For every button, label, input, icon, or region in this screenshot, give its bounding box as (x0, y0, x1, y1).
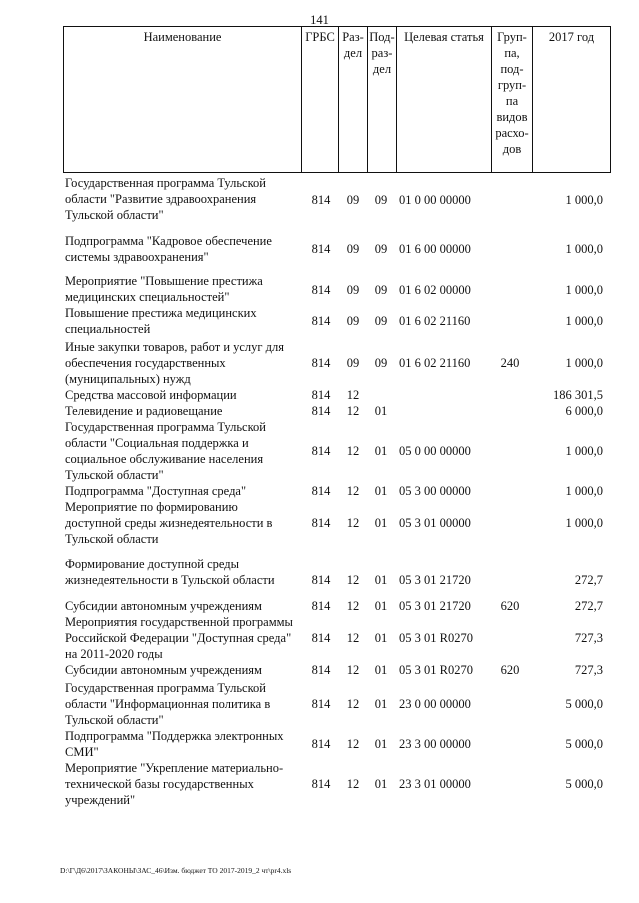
amount-cell: 1 000,0 (565, 314, 603, 328)
grbs-cell: 814 (311, 193, 331, 207)
amount-cell: 1 000,0 (565, 193, 603, 207)
tselevaya-statya-cell: 01 6 02 00000 (399, 283, 471, 297)
razdel-cell: 12 (346, 388, 360, 402)
grbs-cell: 814 (311, 697, 331, 711)
tselevaya-statya-cell: 23 3 00 00000 (399, 737, 471, 751)
podrazdel-cell: 09 (374, 242, 388, 256)
amount-cell: 5 000,0 (565, 777, 603, 791)
podrazdel-cell: 01 (374, 516, 388, 530)
amount-cell: 5 000,0 (565, 737, 603, 751)
amount-cell: 1 000,0 (565, 242, 603, 256)
tselevaya-statya-cell: 01 6 02 21160 (399, 314, 471, 328)
razdel-cell: 12 (346, 573, 360, 587)
podrazdel-cell: 01 (374, 697, 388, 711)
header-name: Наименование (143, 30, 222, 44)
gruppa-cell: 240 (500, 356, 520, 370)
header-podrazdel: Под- раз- дел (367, 27, 396, 172)
grbs-cell: 814 (311, 663, 331, 677)
grbs-cell: 814 (311, 356, 331, 370)
razdel-cell: 12 (346, 599, 360, 613)
row-name-cell: Телевидение и радиовещание (65, 404, 223, 418)
row-name-cell: Мероприятие по формированию доступной среды жизнедеятельности в Тульской области (65, 500, 273, 546)
razdel-cell: 12 (346, 663, 360, 677)
podrazdel-cell: 01 (374, 573, 388, 587)
tselevaya-statya-cell: 05 3 01 R0270 (399, 631, 473, 645)
row-name-cell: Подпрограмма "Доступная среда" (65, 484, 247, 498)
podrazdel-cell: 01 (374, 599, 388, 613)
amount-cell: 272,7 (574, 573, 603, 587)
header-razdel: Раз- дел (338, 27, 367, 172)
header-gruppa: Груп- па, под- груп- па видов расхо- дов (491, 27, 532, 172)
row-name-cell: Повышение престижа медицинских специальностей (65, 306, 257, 336)
row-name-cell: Мероприятие "Повышение престижа медицинских специальностей" (65, 274, 263, 304)
podrazdel-cell: 09 (374, 283, 388, 297)
razdel-cell: 09 (346, 242, 360, 256)
amount-cell: 1 000,0 (565, 283, 603, 297)
razdel-cell: 09 (346, 283, 360, 297)
grbs-cell: 814 (311, 573, 331, 587)
podrazdel-cell: 01 (374, 777, 388, 791)
podrazdel-cell: 01 (374, 737, 388, 751)
amount-cell: 1 000,0 (565, 484, 603, 498)
razdel-cell: 09 (346, 314, 360, 328)
razdel-cell: 12 (346, 737, 360, 751)
razdel-cell: 12 (346, 444, 360, 458)
row-name-cell: Мероприятие "Укрепление материально-технической базы государственных учреждений" (65, 761, 284, 807)
header-year: 2017 год (532, 27, 610, 172)
gruppa-cell: 620 (500, 599, 520, 613)
tselevaya-statya-cell: 05 0 00 00000 (399, 444, 471, 458)
grbs-cell: 814 (311, 777, 331, 791)
grbs-cell: 814 (311, 283, 331, 297)
file-path-footer: D:\Г\Д6\2017\ЗАКОНЫ\ЗАС_46\Изм. бюджет ТО 2017-2019_2 чт\pr4.xls (60, 866, 292, 875)
podrazdel-cell: 09 (374, 356, 388, 370)
amount-cell: 6 000,0 (565, 404, 603, 418)
razdel-cell: 12 (346, 631, 360, 645)
table-header (63, 26, 611, 173)
amount-cell: 1 000,0 (565, 356, 603, 370)
grbs-cell: 814 (311, 314, 331, 328)
header-tselevaya-statya: Целевая статья (396, 27, 491, 172)
podrazdel-cell: 01 (374, 484, 388, 498)
row-name-cell: Иные закупки товаров, работ и услуг для обеспечения государственных (муниципальных) нужд (65, 340, 285, 386)
podrazdel-cell: 01 (374, 444, 388, 458)
grbs-cell: 814 (311, 631, 331, 645)
row-name-cell: Субсидии автономным учреждениям (65, 599, 262, 613)
header-grbs: ГРБС (301, 27, 338, 172)
grbs-cell: 814 (311, 444, 331, 458)
tselevaya-statya-cell: 01 6 00 00000 (399, 242, 471, 256)
razdel-cell: 12 (346, 777, 360, 791)
grbs-cell: 814 (311, 599, 331, 613)
amount-cell: 1 000,0 (565, 444, 603, 458)
tselevaya-statya-cell: 23 0 00 00000 (399, 697, 471, 711)
tselevaya-statya-cell: 05 3 01 21720 (399, 573, 471, 587)
tselevaya-statya-cell: 01 6 02 21160 (399, 356, 471, 370)
podrazdel-cell: 01 (374, 631, 388, 645)
razdel-cell: 12 (346, 484, 360, 498)
row-name-cell: Подпрограмма "Поддержка электронных СМИ" (65, 729, 284, 759)
amount-cell: 727,3 (574, 631, 603, 645)
gruppa-cell: 620 (500, 663, 520, 677)
row-name-cell: Субсидии автономным учреждениям (65, 663, 262, 677)
amount-cell: 5 000,0 (565, 697, 603, 711)
grbs-cell: 814 (311, 388, 331, 402)
grbs-cell: 814 (311, 404, 331, 418)
podrazdel-cell: 01 (374, 663, 388, 677)
tselevaya-statya-cell: 05 3 01 00000 (399, 516, 471, 530)
row-name-cell: Государственная программа Тульской области "Информационная политика в Тульской области" (65, 681, 271, 727)
tselevaya-statya-cell: 05 3 01 21720 (399, 599, 471, 613)
razdel-cell: 12 (346, 516, 360, 530)
row-name-cell: Формирование доступной среды жизнедеятельности в Тульской области (65, 557, 275, 587)
grbs-cell: 814 (311, 484, 331, 498)
tselevaya-statya-cell: 01 0 00 00000 (399, 193, 471, 207)
row-name-cell: Мероприятия государственной программы Российской Федерации "Доступная среда" на 2011-2020 годы (65, 615, 293, 661)
amount-cell: 1 000,0 (565, 516, 603, 530)
amount-cell: 272,7 (574, 599, 603, 613)
podrazdel-cell: 09 (374, 314, 388, 328)
row-name-cell: Средства массовой информации (65, 388, 237, 402)
grbs-cell: 814 (311, 737, 331, 751)
tselevaya-statya-cell: 05 3 00 00000 (399, 484, 471, 498)
row-name-cell: Подпрограмма "Кадровое обеспечение системы здравоохранения" (65, 234, 272, 264)
razdel-cell: 09 (346, 193, 360, 207)
razdel-cell: 12 (346, 404, 360, 418)
row-name-cell: Государственная программа Тульской области "Развитие здравоохранения Тульской области" (65, 176, 266, 222)
podrazdel-cell: 01 (374, 404, 388, 418)
tselevaya-statya-cell: 23 3 01 00000 (399, 777, 471, 791)
amount-cell: 727,3 (574, 663, 603, 677)
razdel-cell: 09 (346, 356, 360, 370)
grbs-cell: 814 (311, 516, 331, 530)
grbs-cell: 814 (311, 242, 331, 256)
amount-cell: 186 301,5 (553, 388, 603, 402)
podrazdel-cell: 09 (374, 193, 388, 207)
row-name-cell: Государственная программа Тульской области "Социальная поддержка и социальное обслуживание населения Тульской области" (65, 420, 266, 482)
tselevaya-statya-cell: 05 3 01 R0270 (399, 663, 473, 677)
page-number: 141 (310, 13, 329, 27)
razdel-cell: 12 (346, 697, 360, 711)
